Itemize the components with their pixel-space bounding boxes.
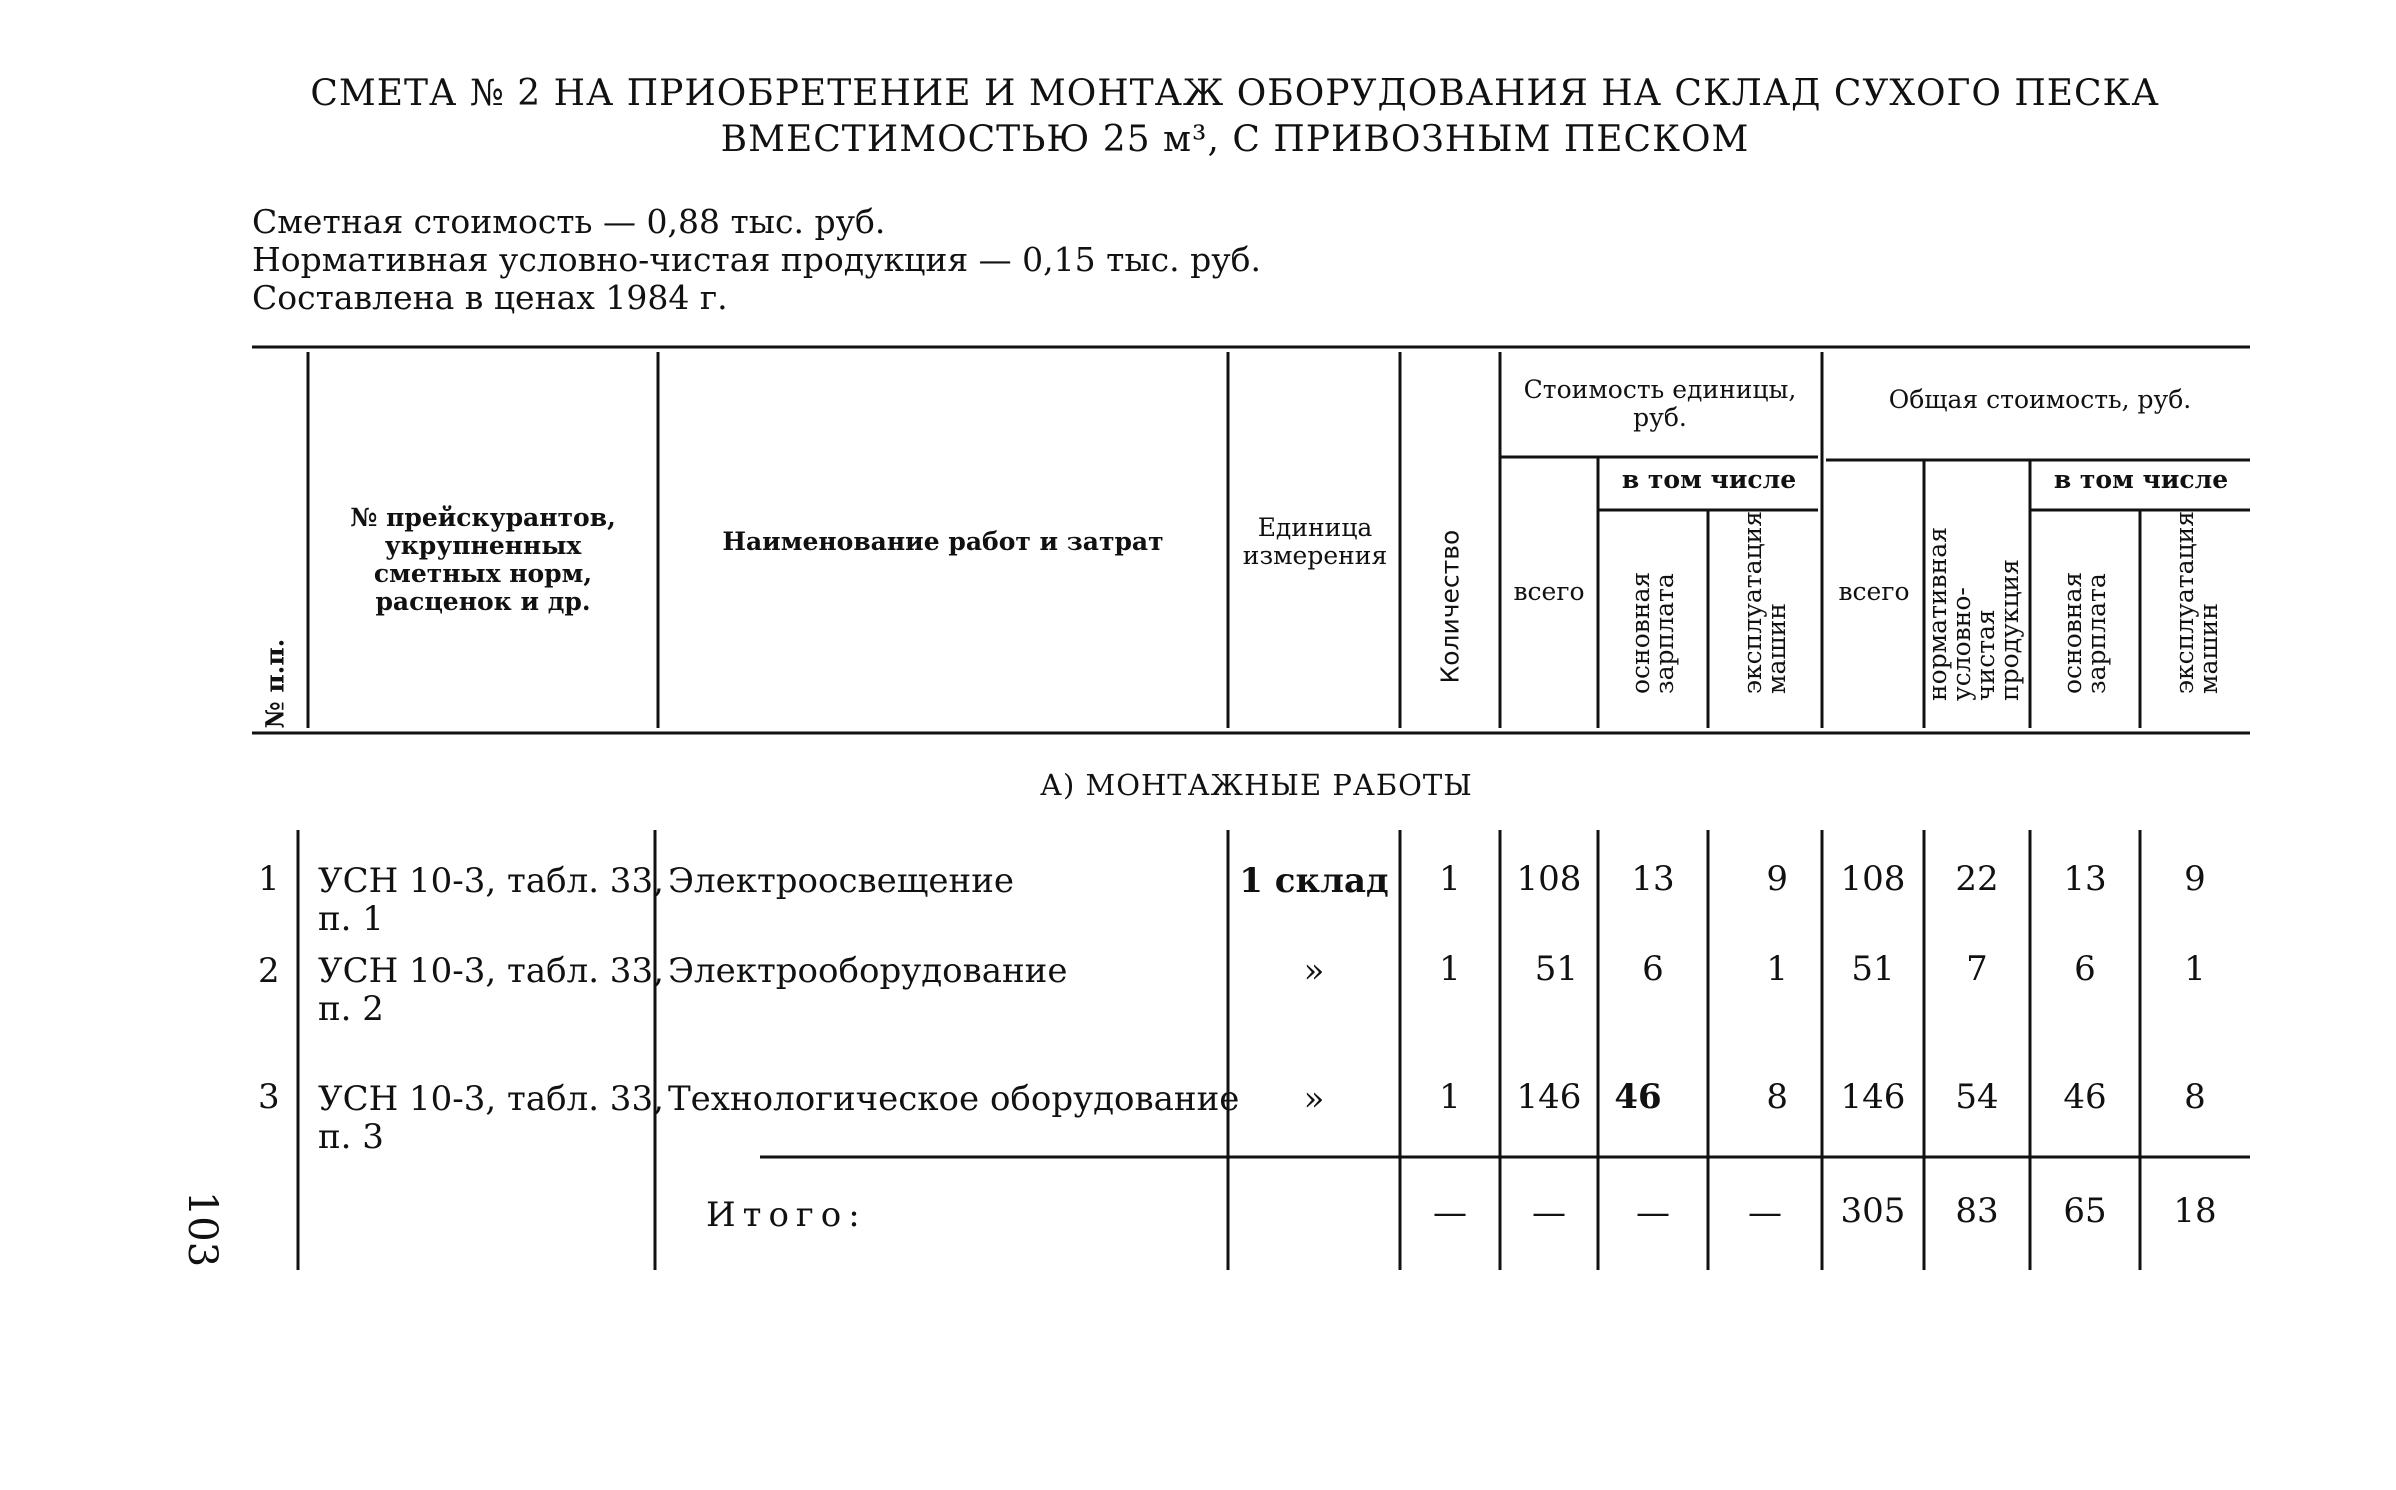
row3-ref-line2: п. 3 — [318, 1117, 384, 1157]
row3-ref-line1: УСН 10-3, табл. 33, — [318, 1079, 664, 1119]
title-line-2: ВМЕСТИМОСТЬЮ 25 м³, С ПРИВОЗНЫМ ПЕСКОМ — [720, 119, 1750, 160]
row2-num: 2 — [258, 951, 280, 991]
row2-ref-line2: п. 2 — [318, 989, 384, 1029]
total-salary: 65 — [2063, 1191, 2107, 1231]
row2-ref-line1: УСН 10-3, табл. 33, — [318, 951, 664, 991]
row3-unit: » — [1303, 1079, 1325, 1119]
row3-name: Технологическое оборудование — [668, 1079, 1240, 1119]
header-machines: эксплуатация машин — [1738, 510, 1791, 694]
row2-qty: 1 — [1439, 949, 1461, 989]
total-unit-salary: — — [1636, 1193, 1670, 1233]
total-net: 83 — [1955, 1191, 1999, 1231]
row1-qty: 1 — [1439, 859, 1461, 899]
row1-unit-salary: 13 — [1631, 859, 1675, 899]
row1-unit-total: 108 — [1516, 859, 1582, 899]
row1-salary: 13 — [2063, 859, 2107, 899]
row3-unit-total: 146 — [1516, 1077, 1582, 1117]
header-ref: № прейскурантов, укрупненных сметных норм, расценок и др. — [350, 503, 616, 616]
header-unit-total: всего — [1513, 577, 1585, 606]
header-normative-net: нормативная условно-чистая продукция — [1923, 527, 2024, 701]
header-machines-2: эксплуатация машин — [2170, 510, 2223, 694]
header-total-total: всего — [1838, 577, 1910, 606]
title-line-1: СМЕТА № 2 НА ПРИОБРЕТЕНИЕ И МОНТАЖ ОБОРУДОВАНИЯ НА СКЛАД СУХОГО ПЕСКА — [310, 73, 2160, 114]
row2-net: 7 — [1966, 949, 1988, 989]
header-unit: Единица измерения — [1242, 513, 1388, 570]
header-unit-cost-group: Стоимость единицы, руб. — [1523, 375, 1797, 432]
page-number: 103 — [179, 1190, 226, 1268]
row2-unit-salary: 6 — [1642, 949, 1664, 989]
estimate-cost: Сметная стоимость — 0,88 тыс. руб. — [252, 202, 886, 241]
row3-qty: 1 — [1439, 1077, 1461, 1117]
row2-total: 51 — [1851, 949, 1895, 989]
row1-ref-line1: УСН 10-3, табл. 33, — [318, 861, 664, 901]
row2-unit-machines: 1 — [1766, 949, 1788, 989]
row1-net: 22 — [1955, 859, 1999, 899]
row3-salary: 46 — [2063, 1077, 2107, 1117]
row2-unit-total: 51 — [1534, 949, 1578, 989]
total-unit-machines: — — [1748, 1193, 1782, 1233]
total-unit-total: — — [1532, 1193, 1566, 1233]
net-product: Нормативная условно-чистая продукция — 0,15 тыс. руб. — [252, 240, 1261, 279]
row1-machines: 9 — [2184, 859, 2206, 899]
row3-unit-machines: 8 — [1766, 1077, 1788, 1117]
row3-net: 54 — [1955, 1077, 1999, 1117]
header-name: Наименование работ и затрат — [722, 527, 1164, 556]
total-qty: — — [1433, 1193, 1467, 1233]
row1-ref-line2: п. 1 — [318, 899, 384, 939]
header-qty: Количество — [1435, 529, 1465, 684]
total-total: 305 — [1840, 1191, 1906, 1231]
row2-machines: 1 — [2184, 949, 2206, 989]
header-total-cost-group: Общая стоимость, руб. — [1888, 385, 2192, 414]
header-num: № п.п. — [260, 638, 290, 729]
header-including-2: в том числе — [2053, 465, 2229, 494]
row1-unit: 1 склад — [1239, 861, 1389, 901]
row2-unit: » — [1303, 951, 1325, 991]
row3-total: 146 — [1840, 1077, 1906, 1117]
section-title: А) МОНТАЖНЫЕ РАБОТЫ — [1040, 768, 1473, 802]
total-label: Итого: — [706, 1195, 867, 1235]
row1-name: Электроосвещение — [668, 861, 1014, 901]
row3-num: 3 — [258, 1077, 280, 1117]
row2-name: Электрооборудование — [668, 951, 1068, 991]
price-year: Составлена в ценах 1984 г. — [252, 278, 728, 317]
row1-unit-machines: 9 — [1766, 859, 1788, 899]
row3-unit-salary: 46 — [1614, 1077, 1662, 1117]
row1-num: 1 — [258, 859, 280, 899]
row1-total: 108 — [1840, 859, 1906, 899]
header-including: в том числе — [1621, 465, 1797, 494]
total-machines: 18 — [2173, 1191, 2217, 1231]
row2-salary: 6 — [2074, 949, 2096, 989]
header-basic-salary-2: основная зарплата — [2058, 571, 2111, 694]
header-basic-salary: основная зарплата — [1626, 571, 1679, 694]
row3-machines: 8 — [2184, 1077, 2206, 1117]
